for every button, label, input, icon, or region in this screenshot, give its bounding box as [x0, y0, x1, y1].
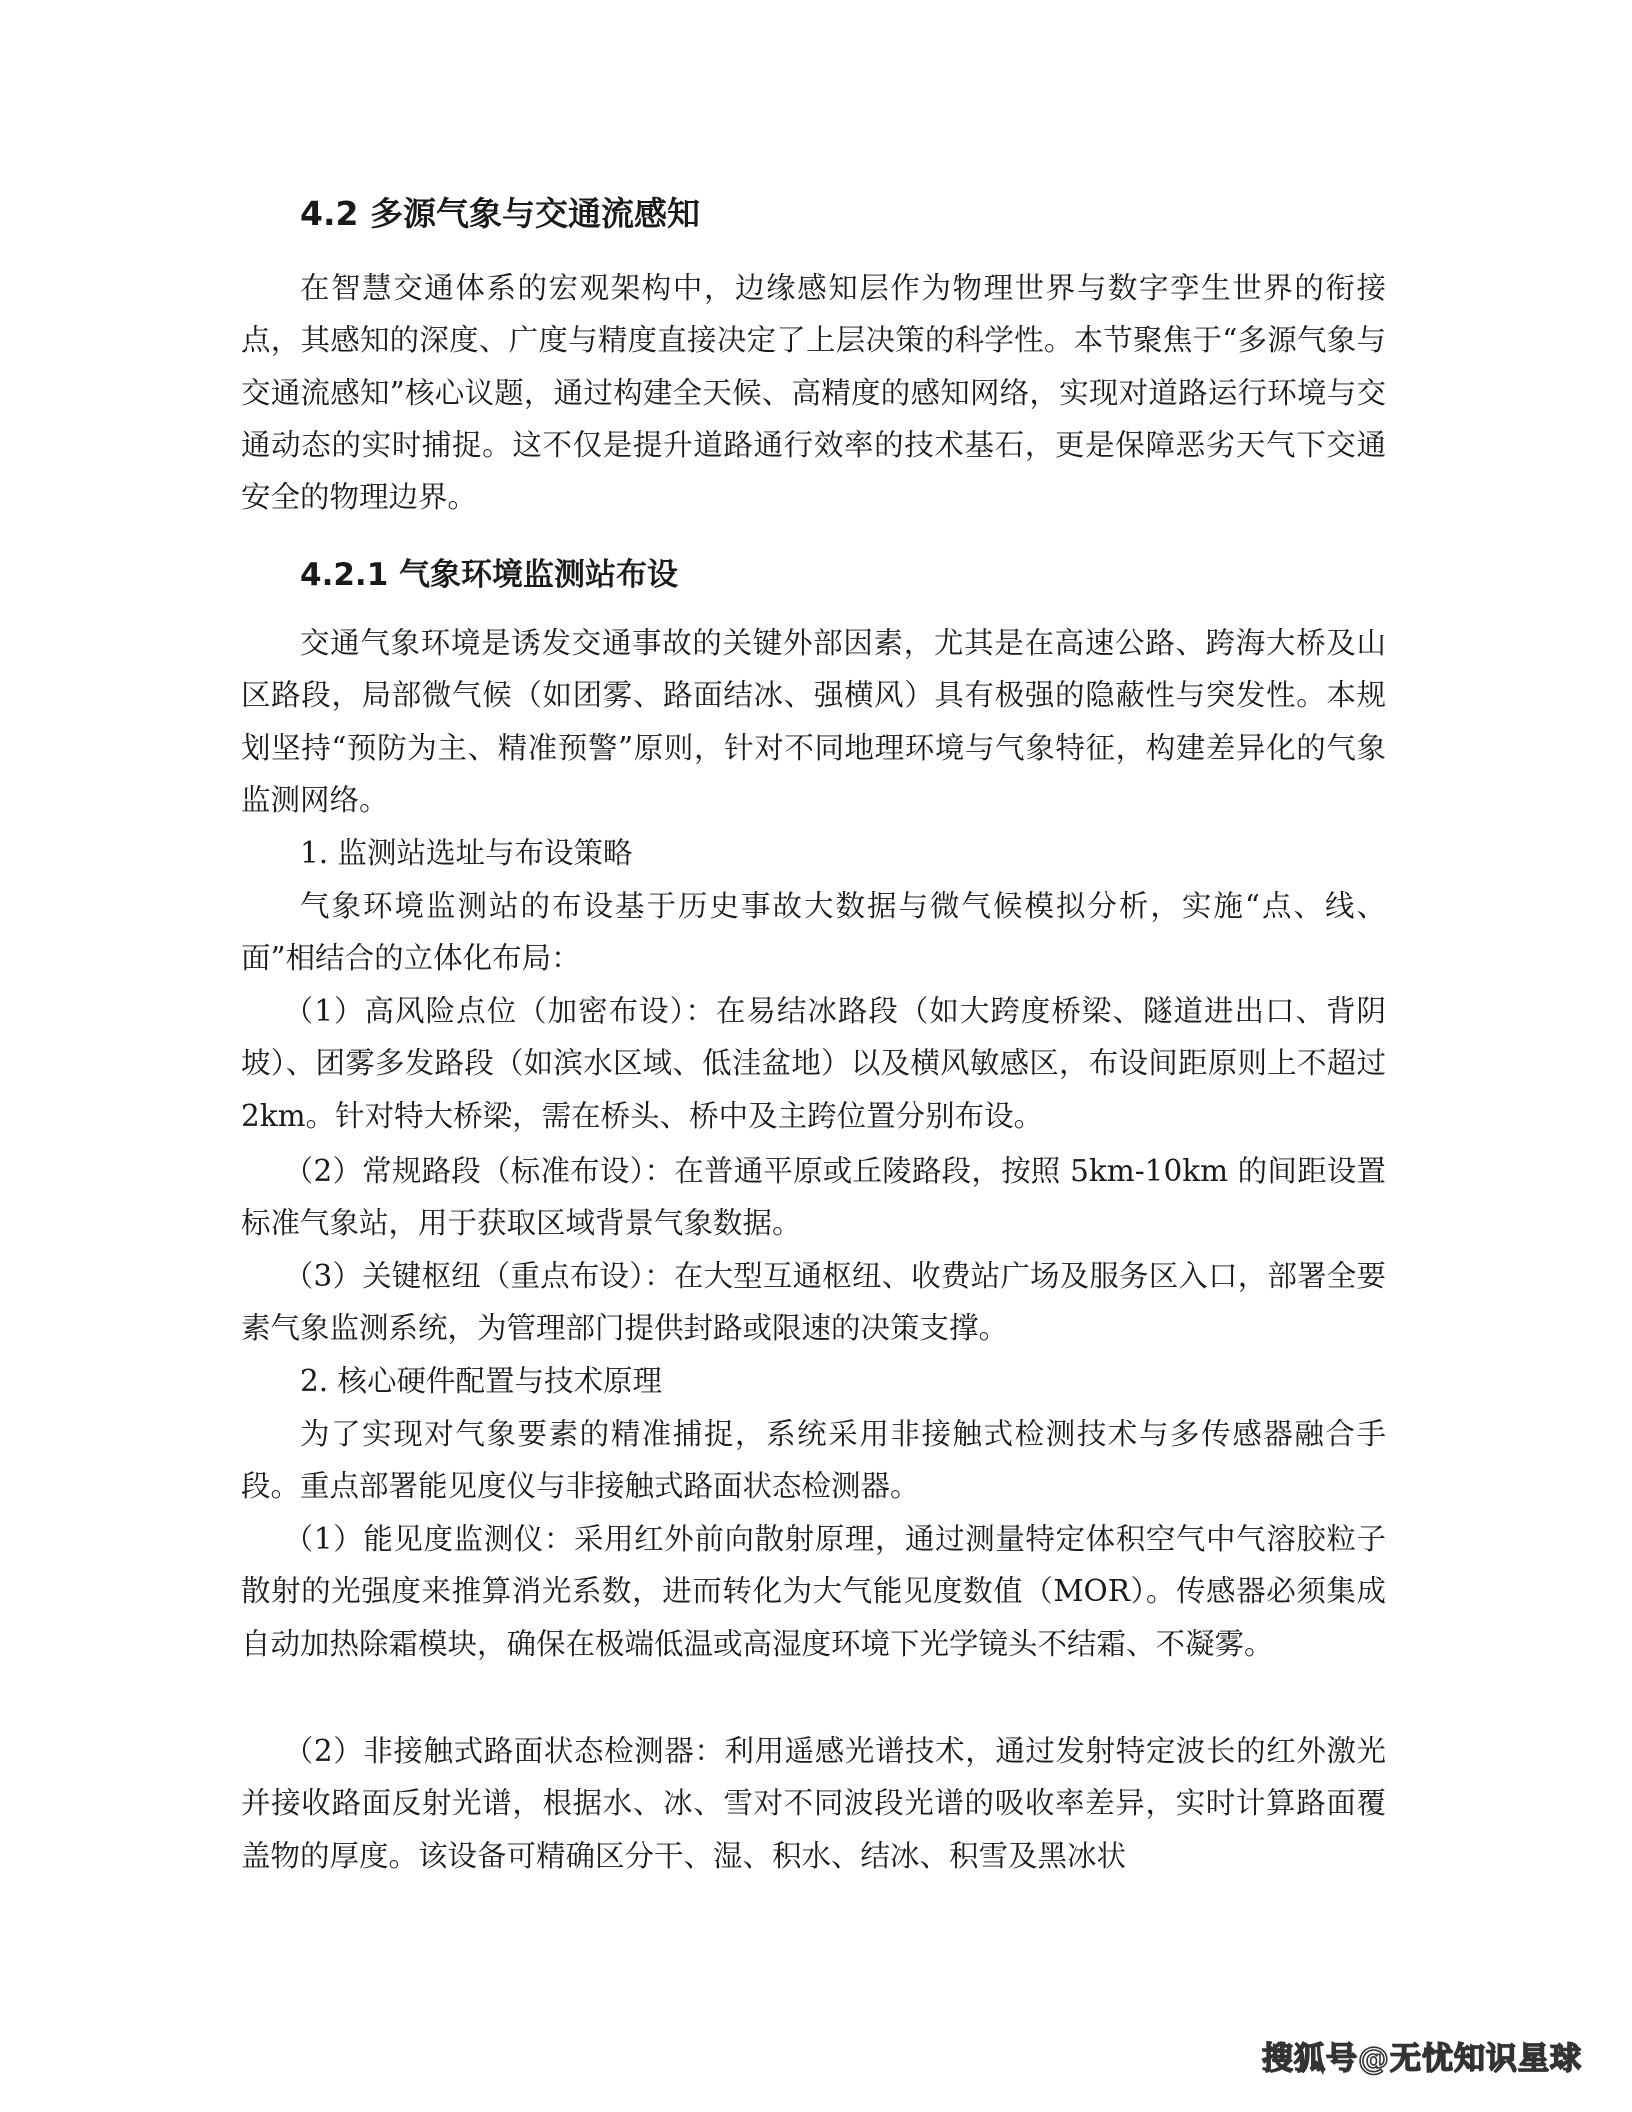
list1-item-3: （3）关键枢纽（重点布设）：在大型互通枢纽、收费站广场及服务区入口，部署全要素气象监测系统，为管理部门提供封路或限速的决策支撑。	[241, 1259, 1386, 1346]
list1-item-2: （2）常规路段（标准布设）：在普通平原或丘陵路段，按照 5km-10km 的间距设置标准气象站，用于获取区域背景气象数据。	[241, 1154, 1386, 1241]
watermark: 搜狐号@无忧知识星球	[1262, 2041, 1582, 2077]
list2-title: 2. 核心硬件配置与技术原理	[300, 1364, 663, 1398]
section-intro-paragraph: 在智慧交通体系的宏观架构中，边缘感知层作为物理世界与数字孪生世界的衔接点，其感知的深度、广度与精度直接决定了上层决策的科学性。本节聚焦于“多源气象与交通流感知”核心议题，通过构建全天候、高精度的感知网络，实现对道路运行环境与交通动态的实时捕捉。这不仅是提升道路通行效率的技术基石，更是保障恶劣天气下交通安全的物理边界。	[241, 271, 1386, 515]
list1-item-1: （1）高风险点位（加密布设）：在易结冰路段（如大跨度桥梁、隧道进出口、背阴坡）、团雾多发路段（如滨水区域、低洼盆地）以及横风敏感区，布设间距原则上不超过 2km。针对特大桥梁，需在桥头、桥中及主跨位置分别布设。	[241, 994, 1386, 1133]
list2-item-2: （2）非接触式路面状态检测器：利用遥感光谱技术，通过发射特定波长的红外激光并接收路面反射光谱，根据水、冰、雪对不同波段光谱的吸收率差异，实时计算路面覆盖物的厚度。该设备可精确区分干、湿、积水、结冰、积雪及黑冰状	[241, 1734, 1386, 1873]
subsection-intro-paragraph: 交通气象环境是诱发交通事故的关键外部因素，尤其是在高速公路、跨海大桥及山区路段，局部微气候（如团雾、路面结冰、强横风）具有极强的隐蔽性与突发性。本规划坚持“预防为主、精准预警”原则，针对不同地理环境与气象特征，构建差异化的气象监测网络。	[241, 626, 1386, 817]
list1-intro-paragraph: 气象环境监测站的布设基于历史事故大数据与微气候模拟分析，实施“点、线、面”相结合的立体化布局：	[241, 889, 1386, 976]
list1-title: 1. 监测站选址与布设策略	[300, 836, 633, 870]
subsection-heading: 4.2.1 气象环境监测站布设	[300, 557, 679, 593]
list2-item-1: （1）能见度监测仪：采用红外前向散射原理，通过测量特定体积空气中气溶胶粒子散射的光强度来推算消光系数，进而转化为大气能见度数值（MOR）。传感器必须集成自动加热除霜模块，确保在极端低温或高湿度环境下光学镜头不结霜、不凝雾。	[241, 1522, 1386, 1661]
section-heading: 4.2 多源气象与交通流感知	[300, 194, 700, 233]
list2-intro-paragraph: 为了实现对气象要素的精准捕捉，系统采用非接触式检测技术与多传感器融合手段。重点部署能见度仪与非接触式路面状态检测器。	[241, 1417, 1386, 1504]
